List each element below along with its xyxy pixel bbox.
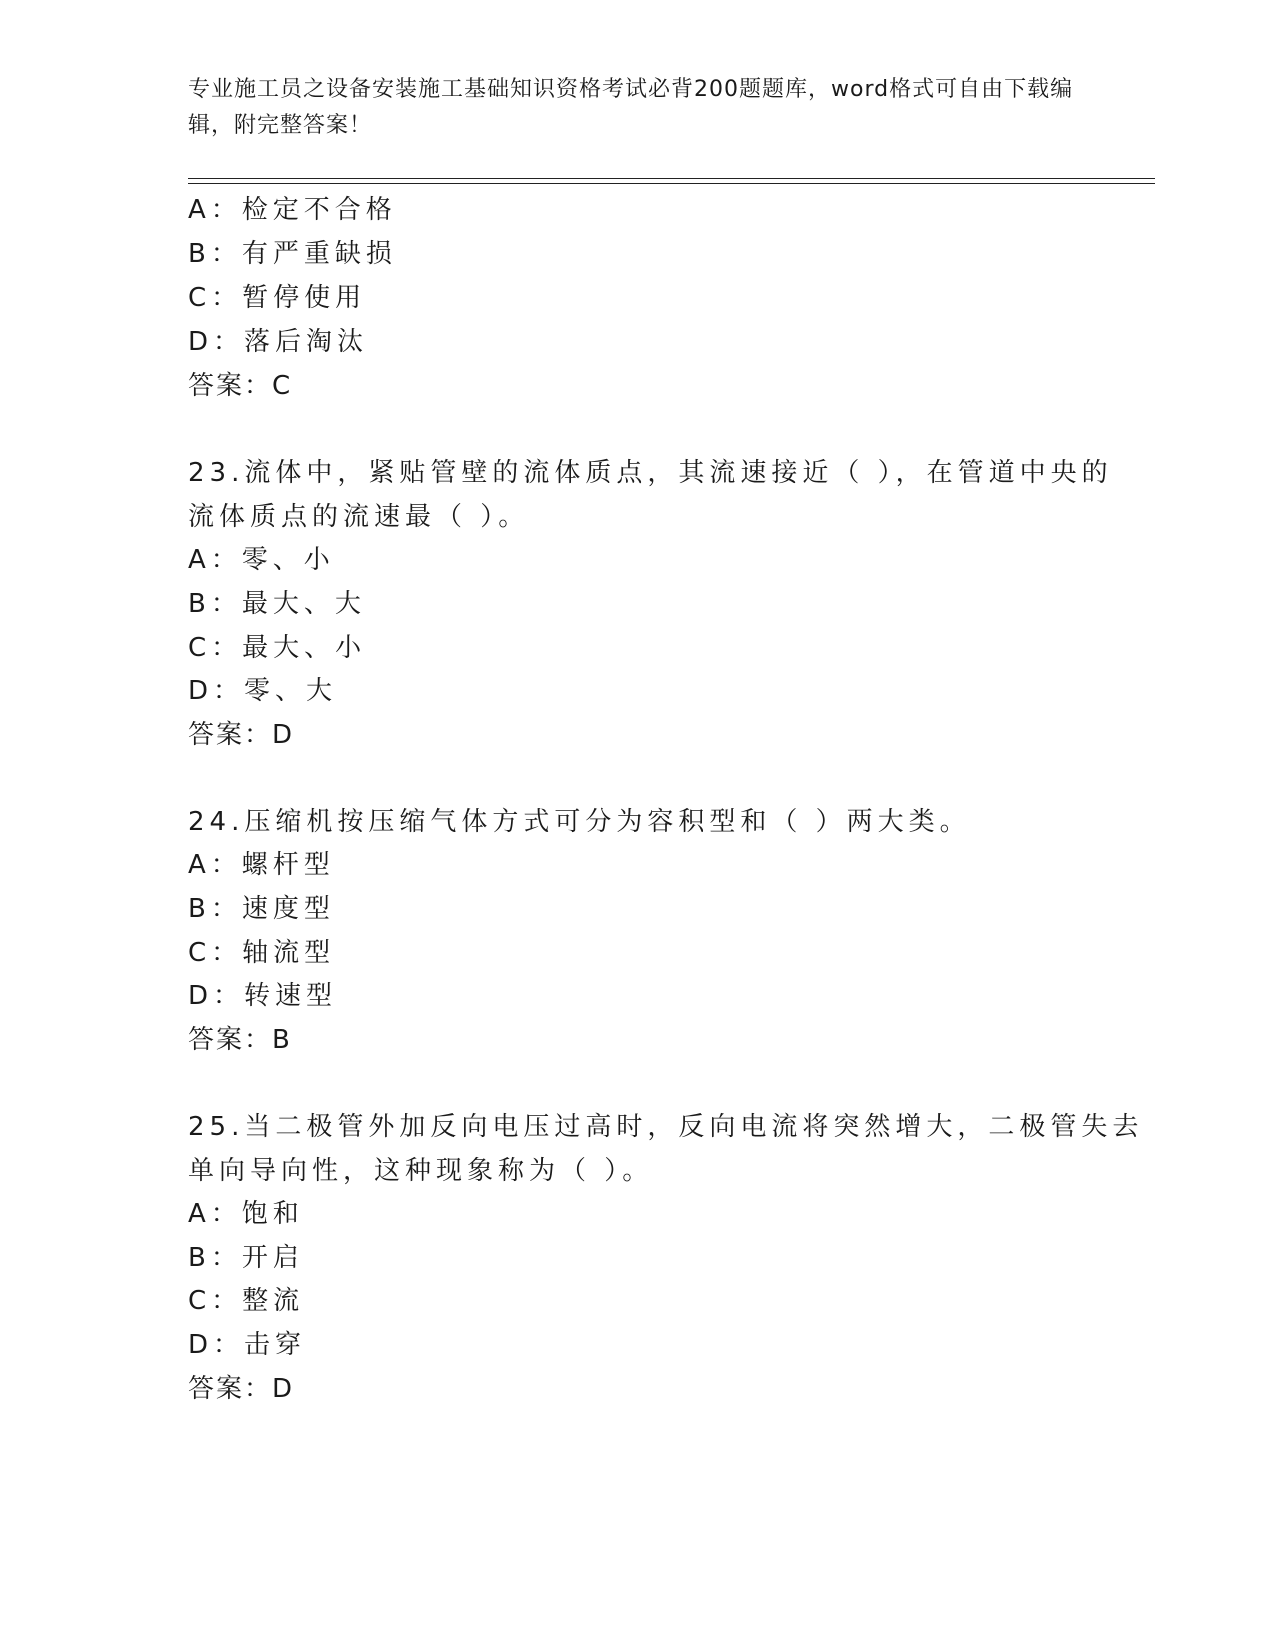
header-divider-bottom (188, 183, 1155, 184)
q23-option-c: C：最大、小 (188, 633, 367, 663)
q25-stem-line-2: 单向导向性，这种现象称为（ ）。 (188, 1156, 654, 1186)
q23-option-d: D：零、大 (188, 676, 338, 706)
q25-option-c: C：整流 (188, 1286, 305, 1316)
q23-option-b: B：最大、大 (188, 589, 366, 619)
q25-answer (188, 1372, 292, 1406)
answer-label: 答案： (188, 1374, 273, 1404)
q24-option-b: B：速度型 (188, 894, 335, 924)
q25-option-a: A：饱和 (188, 1199, 304, 1229)
answer-label: 答案： (188, 371, 273, 401)
q23-answer (188, 718, 292, 752)
q25-stem-line-1: 25.当二极管外加反向电压过高时，反向电流将突然增大，二极管失去 (188, 1112, 1144, 1142)
answer-value: D (272, 720, 293, 750)
answer-value: D (272, 1374, 293, 1404)
q22-option-b: B：有严重缺损 (188, 239, 397, 269)
q23-stem-line-2: 流体质点的流速最（ ）。 (188, 502, 530, 532)
q22-option-d: D：落后淘汰 (188, 327, 369, 357)
q22-answer (188, 369, 290, 403)
q22-option-a: A：检定不合格 (188, 195, 397, 225)
q23-stem-line-1: 23.流体中，紧贴管壁的流体质点，其流速接近（ ），在管道中央的 (188, 458, 1113, 488)
header-divider-top (188, 178, 1155, 179)
answer-value: C (272, 371, 291, 401)
q22-option-c: C：暂停使用 (188, 283, 367, 313)
q25-option-b: B：开启 (188, 1243, 304, 1273)
q24-stem-line-1: 24.压缩机按压缩气体方式可分为容积型和（ ）两大类。 (188, 807, 971, 837)
q24-option-d: D：转速型 (188, 981, 338, 1011)
q25-option-d: D：击穿 (188, 1330, 307, 1360)
q24-answer (188, 1023, 290, 1057)
answer-label: 答案： (188, 1025, 273, 1055)
q24-option-a: A：螺杆型 (188, 850, 335, 880)
answer-label: 答案： (188, 720, 273, 750)
q23-option-a: A：零、小 (188, 545, 335, 575)
q24-option-c: C：轴流型 (188, 938, 336, 968)
answer-value: B (272, 1025, 290, 1055)
document-header: 专业施工员之设备安装施工基础知识资格考试必背200题题库，word格式可自由下载编辑，附完整答案！ (188, 77, 1074, 138)
